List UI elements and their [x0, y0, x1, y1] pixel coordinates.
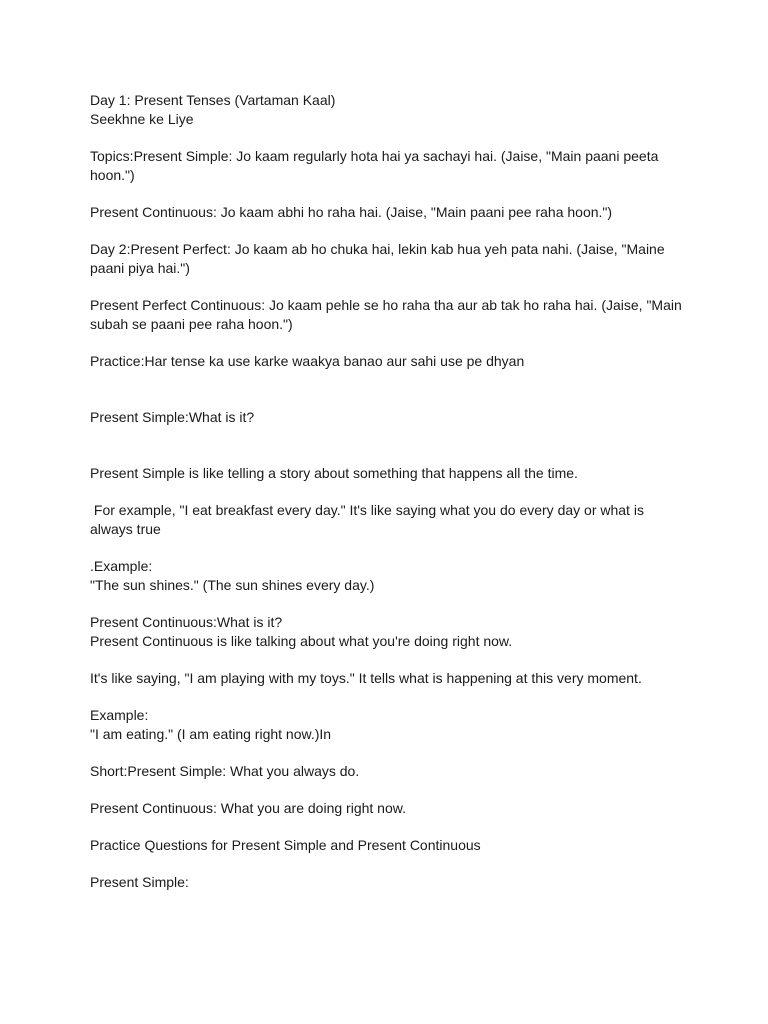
- day1-heading: Day 1: Present Tenses (Vartaman Kaal): [90, 92, 336, 108]
- present-continuous-example-line: It's like saying, "I am playing with my toys." It tells what is happening at this very moment.: [90, 670, 642, 686]
- present-simple-example-label: .Example:: [90, 558, 153, 574]
- day2-line-1: Day 2:Present Perfect: Jo kaam ab ho chuka hai, lekin kab hua yeh pata nahi. (Jaise, "Maine: [90, 241, 665, 257]
- short-present-continuous: Present Continuous: What you are doing right now.: [90, 800, 406, 816]
- practice-line: Practice:Har tense ka use karke waakya banao aur sahi use pe dhyan: [90, 353, 525, 369]
- topics-line-2: hoon."): [90, 167, 135, 183]
- present-simple-explanation: Present Simple is like telling a story about something that happens all the time.: [90, 465, 578, 481]
- present-continuous-explanation: Present Continuous is like talking about what you're doing right now.: [90, 633, 513, 649]
- present-continuous-example-sentence: "I am eating." (I am eating right now.)In: [90, 726, 332, 742]
- present-continuous-what-heading: Present Continuous:What is it?: [90, 614, 283, 630]
- present-simple-example-line-1: For example, "I eat breakfast every day." It's like saying what you do every day or what is: [90, 502, 644, 518]
- day2-line-2: paani piya hai."): [90, 260, 190, 276]
- short-present-simple: Short:Present Simple: What you always do.: [90, 763, 360, 779]
- practice-questions-heading: Practice Questions for Present Simple and Present Continuous: [90, 837, 481, 853]
- document-body: [90, 91, 690, 892]
- present-simple-example-line-2: always true: [90, 521, 161, 537]
- present-simple-what-heading: Present Simple:What is it?: [90, 409, 255, 425]
- perfect-continuous-line-2: subah se paani pee raha hoon."): [90, 316, 293, 332]
- present-continuous-definition: Present Continuous: Jo kaam abhi ho raha hai. (Jaise, "Main paani pee raha hoon."): [90, 204, 613, 220]
- present-continuous-example-label: Example:: [90, 707, 149, 723]
- day1-subheading: Seekhne ke Liye: [90, 111, 194, 127]
- present-simple-example-sentence: "The sun shines." (The sun shines every day.): [90, 577, 375, 593]
- present-simple-questions-heading: Present Simple:: [90, 874, 189, 890]
- perfect-continuous-line-1: Present Perfect Continuous: Jo kaam pehle se ho raha tha aur ab tak ho raha hai. (Jaise, "Main: [90, 297, 682, 313]
- topics-line-1: Topics:Present Simple: Jo kaam regularly hota hai ya sachayi hai. (Jaise, "Main paani peeta: [90, 148, 659, 164]
